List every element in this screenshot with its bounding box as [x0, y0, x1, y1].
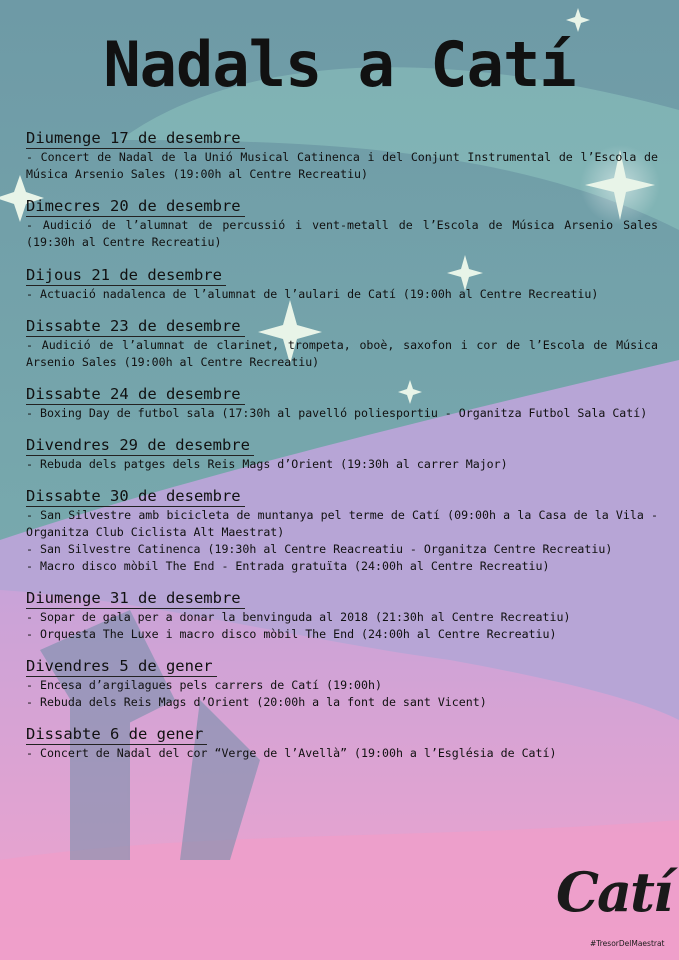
event-date: Dijous 21 de desembre: [26, 266, 226, 286]
event-item: - Macro disco mòbil The End - Entrada gratuïta (24:00h al Centre Recreatiu): [26, 559, 550, 573]
event-item: - Concert de Nadal de la Unió Musical Catinenca i del Conjunt Instrumental de l’Escola de Música Arsenio Sales (19:00h al Centre Recreatiu): [26, 150, 658, 181]
logo-wordmark: Catí: [556, 860, 672, 924]
event-day-6: [26, 724, 658, 762]
event-list: [26, 128, 658, 762]
event-date: Dissabte 24 de desembre: [26, 385, 245, 405]
event-day-30: [26, 486, 658, 575]
event-date: Dissabte 30 de desembre: [26, 487, 245, 507]
event-item: - Actuació nadalenca de l’alumnat de l’aulari de Catí (19:00h al Centre Recreatiu): [26, 287, 599, 301]
event-item: - San Silvestre Catinenca (19:30h al Centre Reacreatiu - Organitza Centre Recreatiu): [26, 542, 613, 556]
logo-tagline: #TresorDelMaestrat: [590, 939, 665, 948]
event-item: - San Silvestre amb bicicleta de muntanya pel terme de Catí (09:00h a la Casa de la Vila - Organitza Club Ciclista Alt Maestrat): [26, 508, 658, 539]
event-day-17: [26, 128, 658, 183]
event-item: - Boxing Day de futbol sala (17:30h al pavelló poliesportiu - Organitza Futbol Sala Catí): [26, 406, 648, 420]
event-date: Diumenge 17 de desembre: [26, 129, 245, 149]
event-day-20: [26, 196, 658, 251]
event-item: - Sopar de gala per a donar la benvinguda al 2018 (21:30h al Centre Recreatiu): [26, 610, 571, 624]
event-date: Diumenge 31 de desembre: [26, 589, 245, 609]
cati-logo: [556, 860, 672, 950]
event-day-31: [26, 588, 658, 643]
event-day-23: [26, 316, 658, 371]
event-day-5: [26, 656, 658, 711]
event-date: Dissabte 23 de desembre: [26, 317, 245, 337]
event-item: - Encesa d’argilagues pels carrers de Catí (19:00h): [26, 678, 382, 692]
event-item: - Orquesta The Luxe i macro disco mòbil The End (24:00h al Centre Recreatiu): [26, 627, 557, 641]
event-item: - Audició de l’alumnat de clarinet, trompeta, oboè, saxofon i cor de l’Escola de Música Arsenio Sales (19:00h al Centre Recreatiu): [26, 338, 658, 369]
event-day-24: [26, 384, 658, 422]
event-date: Divendres 29 de desembre: [26, 436, 254, 456]
event-date: Dimecres 20 de desembre: [26, 197, 245, 217]
event-day-21: [26, 265, 658, 303]
event-day-29: [26, 435, 658, 473]
event-item: - Rebuda dels patges dels Reis Mags d’Orient (19:30h al carrer Major): [26, 457, 508, 471]
event-item: - Audició de l’alumnat de percussió i vent-metall de l’Escola de Música Arsenio Sales (19:30h al Centre Recreatiu): [26, 218, 658, 249]
event-date: Divendres 5 de gener: [26, 657, 217, 677]
event-item: - Rebuda dels Reis Mags d’Orient (20:00h a la font de sant Vicent): [26, 695, 487, 709]
event-item: - Concert de Nadal del cor “Verge de l’Avellà” (19:00h a l’Església de Catí): [26, 746, 557, 760]
event-date: Dissabte 6 de gener: [26, 725, 207, 745]
poster-title: Nadals a Catí: [103, 28, 576, 101]
